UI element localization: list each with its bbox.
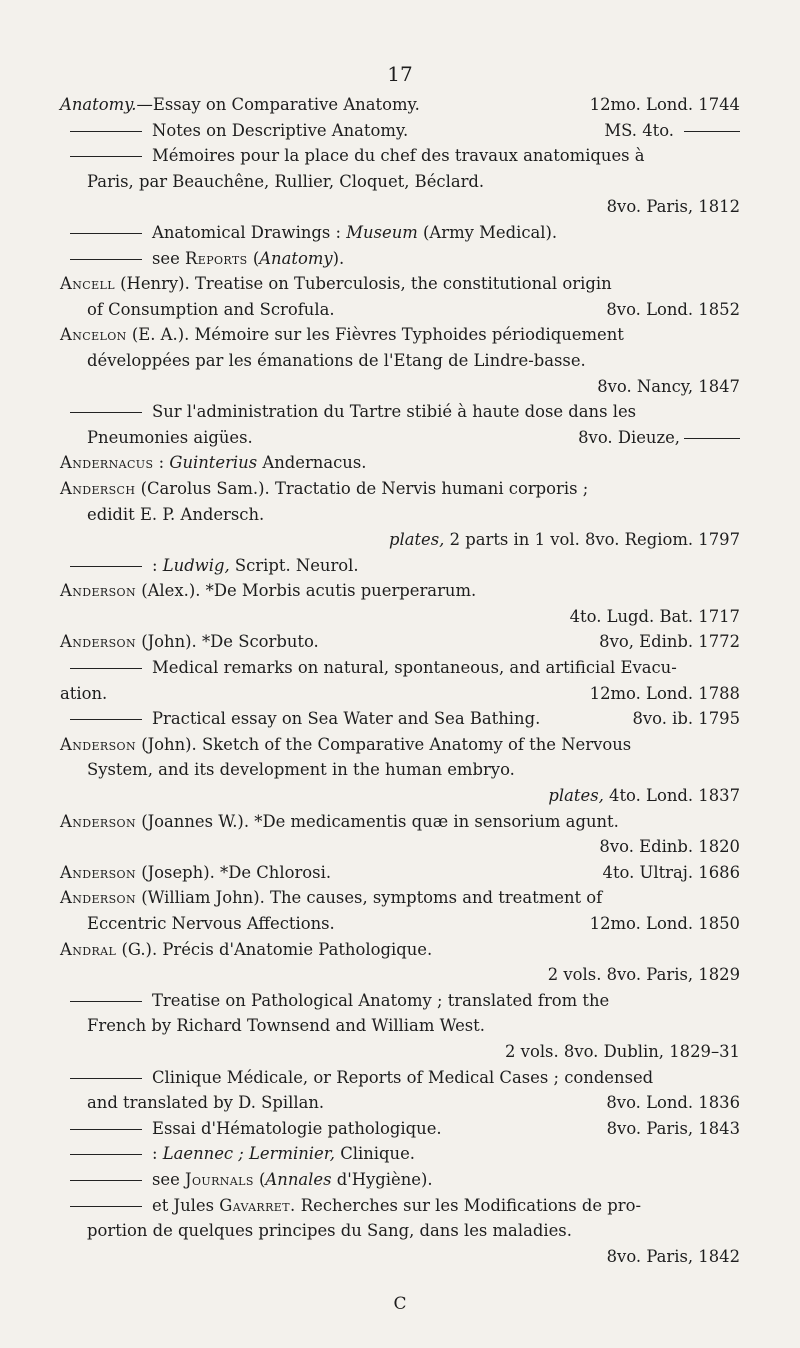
entry-line: Paris, par Beauchêne, Rullier, Cloquet, Béclard.	[87, 171, 485, 191]
entry-line: Practical essay on Sea Water and Sea Bathing. 8vo. ib. 1795	[60, 706, 740, 732]
entry-line: Ancelon (E. A.). Mémoire sur les Fièvres Typhoides périodiquement	[60, 325, 624, 345]
entry-line: : Ludwig, Script. Neurol.	[60, 553, 740, 579]
entry-line: Medical remarks on natural, spontaneous, and artificial Evacu-	[60, 655, 740, 681]
page-number: 17	[387, 62, 413, 86]
entry-line: 8vo. Edinb. 1820	[599, 837, 740, 857]
signature-mark: C	[393, 1294, 407, 1314]
entry-line: see Journals (Annales d'Hygiène).	[60, 1167, 740, 1193]
ditto-rule	[70, 412, 142, 413]
entry-line: French by Richard Townsend and William West.	[87, 1016, 485, 1036]
ditto-rule	[70, 1001, 142, 1002]
entry-line: développées par les émanations de l'Etang de Lindre-basse.	[87, 350, 586, 370]
entry-line: Treatise on Pathological Anatomy ; translated from the	[60, 988, 740, 1014]
entry-line: Anderson (Alex.). *De Morbis acutis puerperarum.	[60, 581, 477, 601]
entry-line: Andral (G.). Précis d'Anatomie Pathologique.	[60, 939, 433, 959]
entry-line: Essai d'Hématologie pathologique. 8vo. Paris, 1843	[60, 1116, 740, 1142]
entry-line: of Consumption and Scrofula. 8vo. Lond. 1852	[87, 299, 740, 319]
entry-line: et Jules Gavarret. Recherches sur les Modifications de pro-	[60, 1193, 740, 1219]
ditto-rule	[70, 259, 142, 260]
ditto-rule	[70, 156, 142, 157]
ditto-rule	[70, 719, 142, 720]
ditto-rule	[70, 1206, 142, 1207]
entry-line: Clinique Médicale, or Reports of Medical Cases ; condensed	[60, 1065, 740, 1091]
entry-line: 2 vols. 8vo. Paris, 1829	[547, 965, 740, 985]
entry-line: Andernacus : Guinterius Andernacus.	[60, 453, 367, 473]
entry-line: ation. 12mo. Lond. 1788	[60, 683, 740, 703]
entry-line: Notes on Descriptive Anatomy. MS. 4to.	[60, 118, 740, 144]
ditto-rule	[70, 1129, 142, 1130]
bibliography-entries	[60, 92, 740, 1269]
entry-line: 4to. Lugd. Bat. 1717	[569, 606, 740, 626]
entry-line: plates, 2 parts in 1 vol. 8vo. Regiom. 1797	[388, 530, 740, 550]
entry-line: Pneumonies aigües. 8vo. Dieuze,	[60, 425, 740, 451]
entry-line: Mémoires pour la place du chef des travaux anatomiques à	[60, 143, 740, 169]
ditto-rule	[70, 1154, 142, 1155]
entry-line: Anderson (Joannes W.). *De medicamentis quæ in sensorium agunt.	[60, 811, 619, 831]
ditto-rule	[684, 438, 740, 439]
entry-line: plates, 4to. Lond. 1837	[548, 786, 740, 806]
entry-line: portion de quelques principes du Sang, dans les maladies.	[87, 1221, 572, 1241]
entry-line: Anderson (John). Sketch of the Comparative Anatomy of the Nervous	[60, 734, 632, 754]
entry-line: System, and its development in the human embryo.	[87, 760, 515, 780]
ditto-rule	[70, 131, 142, 132]
ditto-rule	[70, 566, 142, 567]
entry-line: edidit E. P. Andersch.	[87, 504, 265, 524]
ditto-rule	[70, 668, 142, 669]
entry-line: Anatomy.—Essay on Comparative Anatomy. 12mo. Lond. 1744	[60, 95, 740, 114]
entry-line: Sur l'administration du Tartre stibié à haute dose dans les	[60, 399, 740, 425]
entry-line: Anderson (William John). The causes, symptoms and treatment of	[60, 888, 603, 908]
entry-line: Ancell (Henry). Treatise on Tuberculosis, the constitutional origin	[60, 274, 612, 294]
ditto-rule	[70, 1078, 142, 1079]
entry-line: : Laennec ; Lerminier, Clinique.	[60, 1141, 740, 1167]
entry-line: Anderson (Joseph). *De Chlorosi. 4to. Ultraj. 1686	[60, 862, 740, 882]
entry-line: see Reports (Anatomy).	[60, 246, 740, 272]
entry-line: Anatomical Drawings : Museum (Army Medical).	[60, 220, 740, 246]
entry-line: Andersch (Carolus Sam.). Tractatio de Nervis humani corporis ;	[60, 478, 589, 498]
entry-line: Anderson (John). *De Scorbuto. 8vo, Edinb. 1772	[60, 632, 740, 652]
ditto-rule	[70, 233, 142, 234]
entry-line: 8vo. Nancy, 1847	[597, 376, 740, 396]
ditto-rule	[684, 131, 740, 132]
ditto-rule	[70, 1180, 142, 1181]
entry-line: and translated by D. Spillan. 8vo. Lond. 1836	[87, 1093, 740, 1113]
entry-line: Eccentric Nervous Affections. 12mo. Lond. 1850	[87, 914, 740, 933]
entry-line: 8vo. Paris, 1812	[606, 197, 740, 217]
entry-line: 8vo. Paris, 1842	[606, 1246, 740, 1266]
entry-line: 2 vols. 8vo. Dublin, 1829–31	[505, 1041, 740, 1061]
